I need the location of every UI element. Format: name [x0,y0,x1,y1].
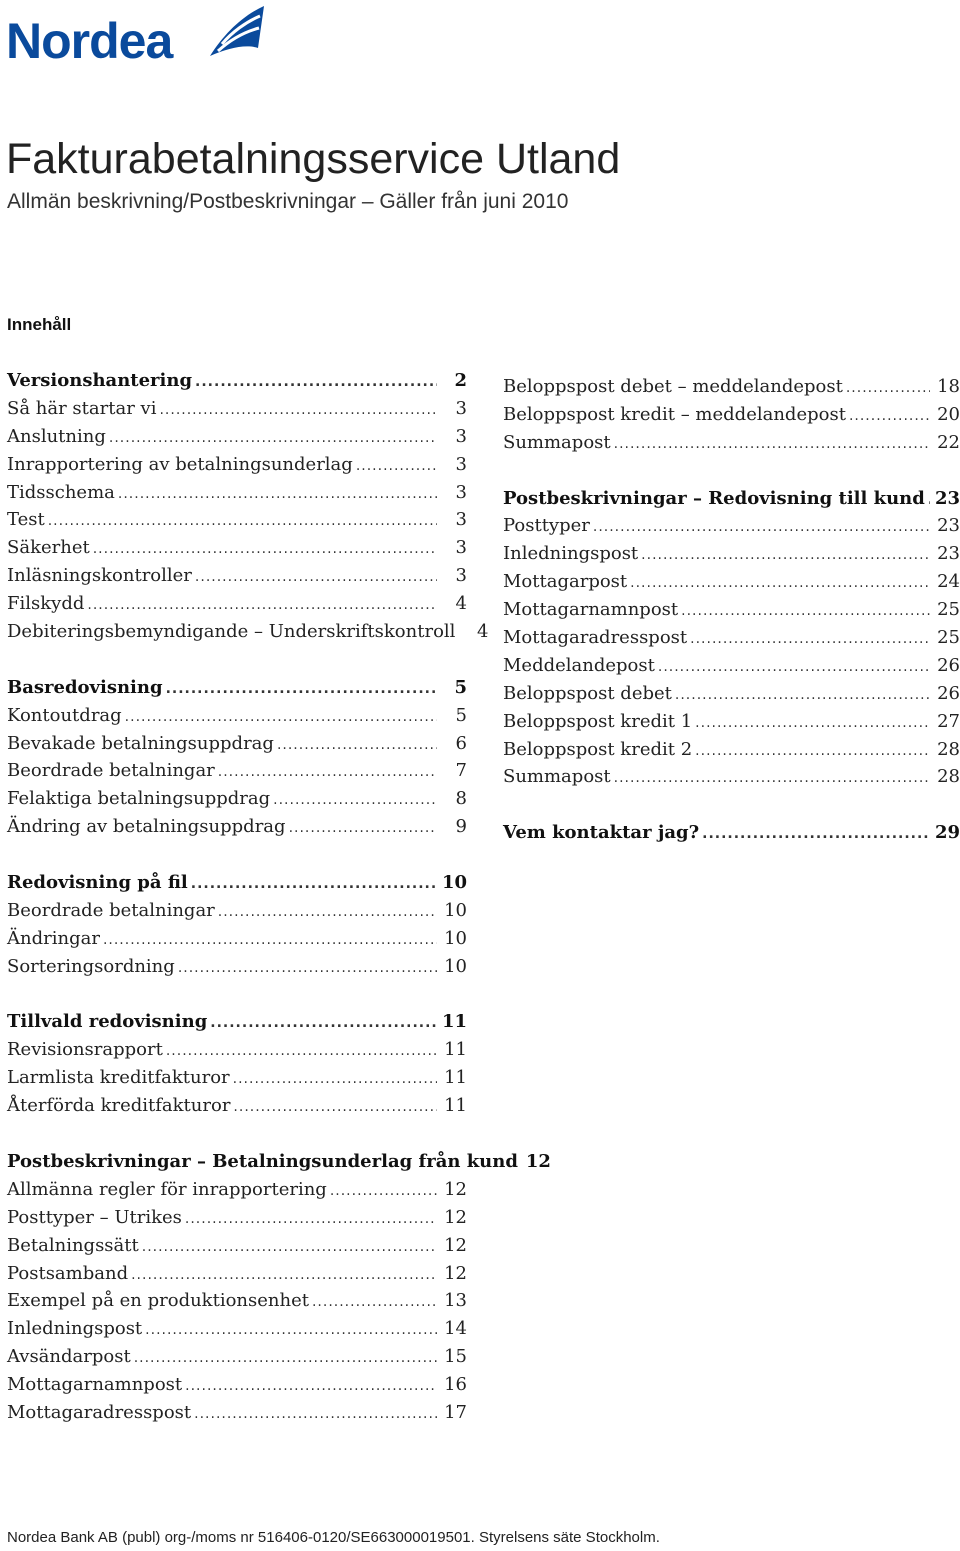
logo-wordmark: Nordea [6,13,173,69]
toc-entry-page: 3 [455,425,467,447]
toc-entry-page: 3 [455,397,467,419]
toc-leader-dots [134,1345,437,1373]
toc-entry[interactable] [503,736,960,764]
toc-entry-page: 3 [455,509,467,531]
toc-entry[interactable] [7,1092,467,1120]
toc-leader-dots [675,682,930,710]
toc-group [7,674,467,841]
toc-leader-dots [191,871,437,899]
toc-entry-page: 28 [937,766,960,788]
toc-leader-dots [289,815,437,843]
toc-entry-label: Mottagarnamnpost [503,599,679,621]
toc-column-right [503,373,960,875]
toc-entry[interactable] [7,674,467,702]
toc-entry-page: 12 [525,1150,551,1172]
toc-entry[interactable] [7,1260,467,1288]
toc-entry-label: Avsändarpost [7,1346,131,1368]
toc-leader-dots [125,704,437,732]
toc-entry[interactable] [503,429,960,457]
toc-leader-dots [109,425,437,453]
toc-entry[interactable] [7,506,467,534]
toc-entry-label: Postsamband [7,1262,129,1284]
toc-entry[interactable] [503,652,960,680]
sail-icon [202,4,268,64]
toc-entry-label: Säkerhet [7,537,90,559]
toc-leader-dots [131,1262,437,1290]
toc-leader-dots [928,487,930,515]
toc-entry[interactable] [7,1315,467,1343]
toc-entry[interactable] [7,1148,551,1176]
toc-entry-page: 3 [455,537,467,559]
toc-entry[interactable] [7,618,489,646]
toc-entry-label: Filskydd [7,593,85,615]
toc-group [503,373,960,457]
toc-entry-page: 29 [934,822,960,844]
toc-entry[interactable] [503,708,960,736]
toc-entry-label: Så här startar vi [7,397,157,419]
toc-entry-label: Ändring av betalningsuppdrag [7,816,286,838]
toc-entry-page: 4 [455,593,467,615]
toc-entry-label: Anslutning [7,425,106,447]
toc-entry[interactable] [7,590,467,618]
toc-entry[interactable] [7,953,467,981]
toc-entry-label: Debiteringsbemyndigande – Underskriftskontroll [7,621,456,643]
toc-leader-dots [48,508,437,536]
toc-entry-label: Summapost [503,431,611,453]
toc-leader-dots [630,570,930,598]
toc-entry-label: Summapost [503,766,611,788]
toc-heading: Innehåll [7,315,72,334]
footer-legal: Nordea Bank AB (publ) org-/moms nr 516406-0120/SE663000019501. Styrelsens säte Stockholm. [7,1529,660,1546]
toc-entry[interactable] [503,624,960,652]
toc-leader-dots [218,899,437,927]
toc-entry-page: 16 [444,1374,467,1396]
toc-entry-label: Exempel på en produktionsenhet [7,1290,309,1312]
toc-leader-dots [233,1066,437,1094]
toc-entry[interactable] [503,373,960,401]
toc-entry-page: 23 [937,515,960,537]
toc-entry[interactable] [7,785,467,813]
toc-entry-page: 25 [937,599,960,621]
toc-entry-label: Inledningspost [7,1318,143,1340]
toc-entry[interactable] [7,1371,467,1399]
toc-entry-label: Felaktiga betalningsuppdrag [7,788,271,810]
toc-entry-label: Tillvald redovisning [7,1011,208,1033]
toc-entry-page: 13 [444,1290,467,1312]
toc-entry[interactable] [503,485,960,513]
toc-leader-dots [142,1234,437,1262]
toc-entry-page: 7 [455,760,467,782]
toc-leader-dots [103,927,437,955]
toc-leader-dots [849,403,930,431]
toc-entry[interactable] [503,680,960,708]
toc-entry-label: Basredovisning [7,676,163,698]
toc-entry-page: 22 [937,431,960,453]
toc-entry[interactable] [7,897,467,925]
toc-entry[interactable] [7,423,467,451]
toc-entry[interactable] [7,925,467,953]
toc-entry-page: 10 [441,872,467,894]
toc-leader-dots [846,375,930,403]
toc-entry-label: Versionshantering [7,370,193,391]
toc-entry-label: Kontoutdrag [7,704,122,726]
toc-entry-page: 20 [937,403,960,425]
toc-leader-dots [185,1206,437,1234]
toc-entry-page: 10 [444,899,467,921]
toc-entry-page: 3 [455,481,467,503]
toc-entry[interactable] [7,562,467,590]
toc-entry-label: Postbeskrivningar – Redovisning till kund [503,487,925,509]
toc-entry[interactable] [7,451,467,479]
toc-leader-dots [185,1373,437,1401]
toc-entry-label: Tidsschema [7,481,115,503]
toc-entry-page: 12 [444,1262,467,1284]
toc-entry[interactable] [7,702,467,730]
toc-leader-dots [233,1094,437,1122]
toc-entry-label: Posttyper – Utrikes [7,1206,182,1228]
toc-entry-label: Sorteringsordning [7,955,175,977]
page-title: Fakturabetalningsservice Utland [6,135,621,183]
toc-leader-dots [690,626,930,654]
toc-entry-page: 5 [454,676,467,698]
toc-leader-dots [312,1289,437,1317]
toc-entry[interactable] [7,1064,467,1092]
toc-entry[interactable] [7,1343,467,1371]
toc-group [503,485,960,792]
toc-entry-page: 11 [444,1039,467,1061]
toc-leader-dots [218,759,437,787]
toc-entry-page: 28 [937,738,960,760]
toc-leader-dots [356,453,437,481]
toc-entry-label: Beloppspost kredit – meddelandepost [503,403,846,425]
toc-entry-page: 11 [441,1011,467,1033]
toc-entry[interactable] [503,401,960,429]
toc-entry-page: 3 [455,453,467,475]
toc-entry[interactable] [503,763,960,791]
toc-leader-dots [195,369,437,397]
toc-entry-page: 4 [476,621,489,643]
toc-entry-page: 3 [455,565,467,587]
toc-leader-dots [195,564,437,592]
toc-entry-page: 12 [444,1206,467,1228]
toc-entry-label: Beloppspost kredit 2 [503,738,693,760]
toc-entry-page: 23 [937,543,960,565]
toc-entry-label: Beordrade betalningar [7,899,215,921]
toc-entry-label: Larmlista kreditfakturor [7,1067,230,1089]
toc-entry-label: Mottagarpost [503,571,628,593]
toc-group [7,367,489,646]
toc-entry[interactable] [7,757,467,785]
toc-leader-dots [593,514,930,542]
toc-entry[interactable] [503,596,960,624]
toc-leader-dots [93,536,437,564]
toc-column-left [7,367,551,1455]
toc-leader-dots [166,676,437,704]
toc-entry[interactable] [7,1232,467,1260]
toc-entry[interactable] [7,1287,467,1315]
toc-leader-dots [166,1038,437,1066]
toc-entry-label: Revisionsrapport [7,1039,163,1061]
toc-entry-label: Mottagaradresspost [503,627,688,649]
toc-entry-label: Inledningspost [503,543,639,565]
toc-entry-label: Beordrade betalningar [7,760,215,782]
toc-leader-dots [681,598,930,626]
toc-entry-page: 26 [937,682,960,704]
toc-entry-label: Postbeskrivningar – Betalningsunderlag från kund [7,1150,518,1172]
toc-entry[interactable] [7,1176,467,1204]
toc-entry-page: 26 [937,654,960,676]
toc-group [503,819,960,847]
toc-leader-dots [210,1010,437,1038]
nordea-logo [6,4,268,69]
toc-entry-label: Mottagarnamnpost [7,1374,183,1396]
toc-leader-dots [695,710,930,738]
toc-leader-dots [87,592,437,620]
toc-entry-page: 8 [455,788,467,810]
toc-entry-page: 23 [934,487,960,509]
toc-entry-label: Redovisning på fil [7,872,188,894]
toc-leader-dots [277,732,437,760]
toc-entry[interactable] [7,1036,467,1064]
toc-entry-page: 10 [444,955,467,977]
toc-leader-dots [702,821,930,849]
toc-group [7,1148,551,1427]
toc-entry-page: 11 [444,1095,467,1117]
toc-entry-page: 24 [937,571,960,593]
toc-leader-dots [118,481,437,509]
toc-group [7,869,467,981]
toc-entry[interactable] [503,568,960,596]
toc-entry-label: Beloppspost debet – meddelandepost [503,376,843,397]
toc-entry-page: 2 [454,370,467,391]
toc-entry-label: Mottagaradresspost [7,1401,192,1423]
toc-entry[interactable] [7,813,467,841]
toc-entry[interactable] [7,534,467,562]
toc-entry-label: Allmänna regler för inrapportering [7,1178,327,1200]
toc-entry[interactable] [7,367,467,395]
toc-leader-dots [658,654,930,682]
toc-entry-label: Inläsningskontroller [7,565,192,587]
toc-entry[interactable] [503,512,960,540]
toc-entry[interactable] [7,730,467,758]
toc-leader-dots [614,765,930,793]
toc-entry[interactable] [7,869,467,897]
toc-entry-page: 15 [444,1346,467,1368]
toc-leader-dots [330,1178,437,1206]
toc-entry[interactable] [7,1204,467,1232]
toc-leader-dots [194,1401,437,1429]
toc-entry-label: Vem kontaktar jag? [503,822,700,844]
toc-leader-dots [178,955,437,983]
toc-entry-page: 25 [937,627,960,649]
toc-entry-page: 9 [455,816,467,838]
toc-leader-dots [695,738,930,766]
toc-entry-page: 14 [444,1318,467,1340]
toc-entry-label: Beloppspost kredit 1 [503,710,693,732]
toc-entry[interactable] [7,479,467,507]
toc-entry-label: Inrapportering av betalningsunderlag [7,453,353,475]
toc-group [7,1008,467,1120]
toc-leader-dots [641,542,930,570]
toc-leader-dots [159,397,437,425]
toc-entry[interactable] [503,819,960,847]
toc-entry-page: 11 [444,1067,467,1089]
toc-entry-page: 17 [444,1401,467,1423]
toc-entry[interactable] [7,1008,467,1036]
toc-entry-page: 5 [455,704,467,726]
toc-entry-page: 6 [455,732,467,754]
toc-entry[interactable] [503,540,960,568]
toc-entry-label: Bevakade betalningsuppdrag [7,732,274,754]
toc-leader-dots [145,1317,437,1345]
toc-entry-page: 12 [444,1178,467,1200]
toc-entry-page: 10 [444,927,467,949]
toc-entry-label: Posttyper [503,515,590,537]
toc-entry-page: 18 [937,376,960,397]
toc-leader-dots [614,431,930,459]
page-subtitle: Allmän beskrivning/Postbeskrivningar – Gäller från juni 2010 [7,190,569,213]
toc-entry-label: Återförda kreditfakturor [7,1095,231,1117]
toc-entry-label: Beloppspost debet [503,682,672,704]
toc-entry-label: Meddelandepost [503,654,655,676]
toc-entry[interactable] [7,395,467,423]
toc-leader-dots [273,787,437,815]
toc-entry-label: Ändringar [7,927,100,949]
toc-entry-page: 27 [937,710,960,732]
toc-entry-label: Test [7,509,45,531]
toc-entry[interactable] [7,1399,467,1427]
toc-entry-page: 12 [444,1234,467,1256]
toc-entry-label: Betalningssätt [7,1234,139,1256]
